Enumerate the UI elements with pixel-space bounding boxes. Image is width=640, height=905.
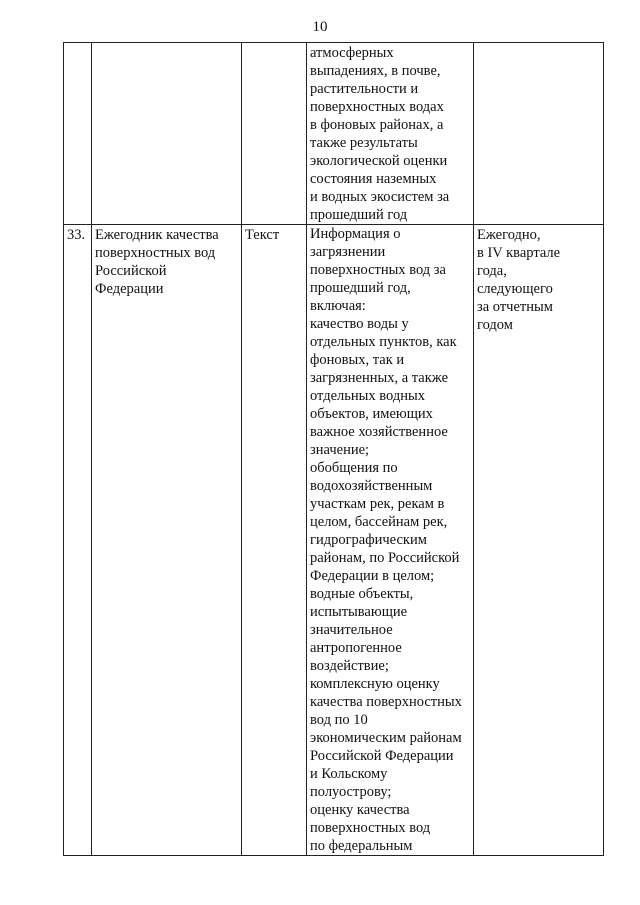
cell-form [242,43,307,225]
report-table [63,42,604,856]
cell-form: Текст [242,225,307,856]
page-number: 10 [312,19,328,35]
cell-name: Ежегодник качества поверхностных вод Российской Федерации [92,225,242,856]
table-row-continuation [64,43,604,225]
cell-number [64,43,92,225]
cell-name [92,43,242,225]
table-row-33 [64,225,604,856]
cell-content: атмосферных выпадениях, в почве, растительности и поверхностных водах в фоновых районах, а также результаты экологической оценки состояния наземных и водных экосистем за прошедший год [307,43,474,225]
cell-term: Ежегодно, в IV квартале года, следующего за отчетным годом [474,225,604,856]
cell-term [474,43,604,225]
cell-number: 33. [64,225,92,856]
cell-content: Информация о загрязнении поверхностных вод за прошедший год, включая: качество воды у отдельных пунктов, как фоновых, так и загрязненных, а также отдельных водных объектов, имеющих важное хозяйственное значение; обобщения по водохозяйственным участкам рек, рекам в целом, бассейнам рек, гидрографическим районам, по Российской Федерации в целом; водные объекты, испытывающие значительное антропогенное воздействие; комплексную оценку качества поверхностных вод по 10 экономическим районам Российской Федерации и Кольскому полуострову; оценку качества поверхностных вод по федеральным [307,225,474,856]
